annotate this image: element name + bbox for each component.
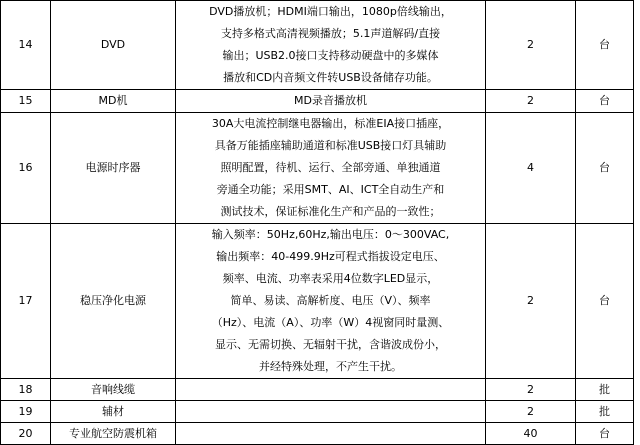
item-quantity: 2: [486, 1, 576, 90]
description-line: 频率、电流、功率表采用4位数字LED显示，: [222, 272, 439, 285]
row-number: 15: [1, 90, 51, 113]
item-name: 专业航空防震机箱: [51, 423, 176, 445]
description-line: 测试技术，保证标准化生产和产品的一致性；: [220, 205, 441, 218]
description-line: 并经特殊处理，不产生干扰。: [259, 360, 402, 373]
table-row: [1, 401, 634, 423]
item-quantity: 40: [486, 423, 576, 445]
description-line: 具备万能插座辅助通道和标准USB接口灯具辅助: [214, 139, 447, 152]
item-name: 电源时序器: [51, 113, 176, 224]
description-line: 简单、易读、高解析度、电压（V）、频率: [230, 294, 431, 307]
table-row: [1, 423, 634, 445]
description-line: 输出频率：40-499.9Hz可程式指拔设定电压、: [216, 250, 445, 263]
item-quantity: 2: [486, 90, 576, 113]
description-line: 输入频率：50Hz,60Hz,输出电压：0～300VAC,: [211, 228, 450, 241]
table-row: [1, 379, 634, 401]
description-line: 显示、无需切换、无辐射干扰，含谐波成份小，: [215, 338, 446, 351]
item-unit: 批: [576, 401, 634, 423]
item-name: 音响线缆: [51, 379, 176, 401]
item-unit: 台: [576, 1, 634, 90]
item-unit: 台: [576, 423, 634, 445]
description-line: 旁通全功能；采用SMT、AI、ICT全自动生产和: [216, 183, 445, 196]
item-unit: 台: [576, 224, 634, 379]
item-description: [176, 401, 486, 423]
description-line: 输出；USB2.0接口支持移动硬盘中的多媒体: [222, 49, 439, 62]
row-number: 16: [1, 113, 51, 224]
item-unit: 批: [576, 379, 634, 401]
item-quantity: 2: [486, 401, 576, 423]
item-unit: 台: [576, 90, 634, 113]
item-description: [176, 423, 486, 445]
row-number: 18: [1, 379, 51, 401]
item-description: [176, 1, 486, 90]
item-name: DVD: [51, 1, 176, 90]
item-quantity: 2: [486, 379, 576, 401]
item-quantity: 4: [486, 113, 576, 224]
item-name: MD机: [51, 90, 176, 113]
row-number: 14: [1, 1, 51, 90]
description-line: 播放和CD内音频文件转USB设备储存功能。: [223, 71, 438, 84]
item-description: [176, 379, 486, 401]
item-quantity: 2: [486, 224, 576, 379]
item-description: [176, 90, 486, 113]
item-name: 辅材: [51, 401, 176, 423]
row-number: 17: [1, 224, 51, 379]
description-line: 照明配置，待机、运行、全部旁通、单独通道: [220, 161, 441, 174]
description-line: MD录音播放机: [294, 94, 367, 107]
row-number: 20: [1, 423, 51, 445]
description-line: （Hz）、电流（A）、功率（W）4视窗同时量测、: [211, 316, 450, 329]
item-name: 稳压净化电源: [51, 224, 176, 379]
item-unit: 台: [576, 113, 634, 224]
table-row: [1, 224, 634, 379]
description-line: 30A大电流控制继电器输出，标准EIA接口插座，: [211, 117, 450, 130]
description-line: DVD播放机；HDMI端口输出，1080p倍线输出，: [209, 5, 452, 18]
description-line: 支持多格式高清视频播放；5.1声道解码/直接: [220, 27, 441, 40]
item-description: [176, 224, 486, 379]
table-row: [1, 113, 634, 224]
item-description: [176, 113, 486, 224]
row-number: 19: [1, 401, 51, 423]
table-row: [1, 1, 634, 90]
table-row: [1, 90, 634, 113]
